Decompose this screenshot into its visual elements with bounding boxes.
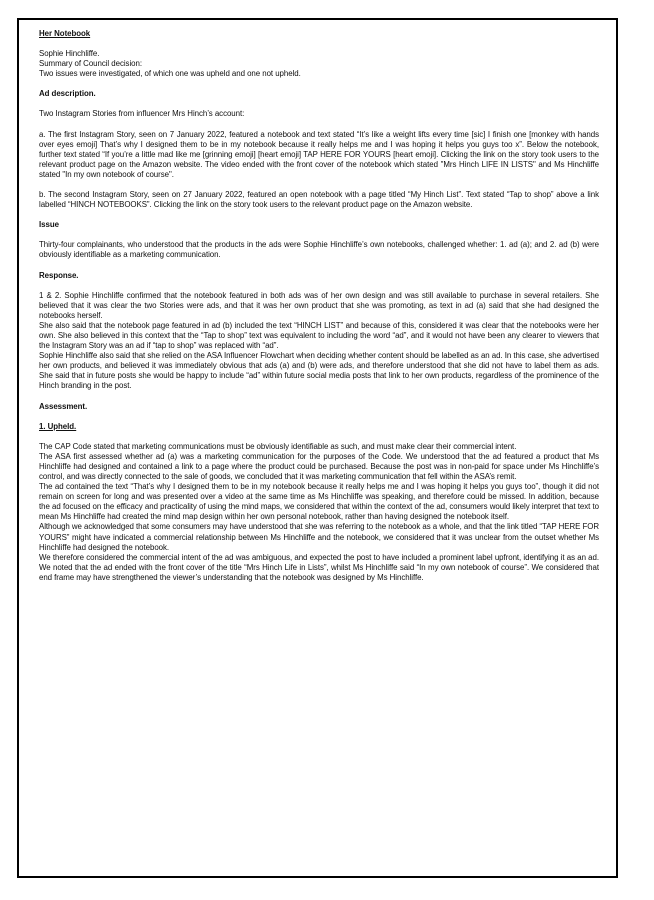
issue-text: Thirty-four complainants, who understood that the products in the ads were Sophie Hinchliffe’s own notebooks, challenged whether: 1. ad (a); and 2. ad (b) were obviously identifiable as a marketing communication. bbox=[39, 240, 599, 260]
document-title: Her Notebook bbox=[39, 29, 91, 38]
response-paragraph-1: 1 & 2. Sophie Hinchliffe confirmed that the notebook featured in both ads was of her own design and was still available to purchase in several retailers. She believed that it was clear the two Stories were ads, and that it was her own product that she was promoting, as text in ad (a) said that she had designed the notebooks herself. bbox=[39, 290, 599, 320]
assessment-paragraph-1: The CAP Code stated that marketing communications must be obviously identifiable as such, and must make clear their commercial intent. bbox=[39, 441, 517, 451]
response-heading: Response. bbox=[39, 270, 79, 280]
document-page bbox=[17, 18, 618, 878]
ad-description-lead: Two Instagram Stories from influencer Mrs Hinch’s account: bbox=[39, 109, 245, 119]
issue-heading: Issue bbox=[39, 220, 59, 230]
ad-description-item-b: b. The second Instagram Story, seen on 27 January 2022, featured an open notebook with a page titled “My Hinch List”. Text stated “Tap to shop” above a link labelled “HINCH NOTEBOOKS”. Clicking the link on the story took users to the relevant product page on the Amazon website. bbox=[39, 190, 599, 210]
document-content bbox=[39, 29, 599, 583]
assessment-heading: Assessment. bbox=[39, 401, 88, 411]
response-paragraph-2: She also said that the notebook page featured in ad (b) included the text “HINCH LIST” and because of this, considered it was clear that the notebooks were her own. She also believed in this context that the “Tap to shop” text was equivalent to including the word “ad”, and it would not have been any clearer to viewers that the Instagram Story was an ad if “tap to shop” was replaced with “ad”. bbox=[39, 320, 599, 351]
assessment-paragraph-4: Although we acknowledged that some consumers may have understood that she was referring to the notebook as a whole, and that the link titled “TAP HERE FOR YOURS” might have indicated a commercial relationship between Ms Hinchliffe and the notebook, we considered that it was unclear from the outset whether Ms Hinchliffe had designed the notebook. bbox=[39, 522, 600, 552]
ad-description-item-a: a. The first Instagram Story, seen on 7 January 2022, featured a notebook and text stated “It’s like a weight lifts every time [sic] I finish one [monkey with hands over eyes emoji] That’s why I designed them to be in my notebook because it really helps me and I was hoping it helps you guys too x”. Below the notebook, further text stated “If you’re a little mad like me [grinning emoji] [heart emoji] TAP HERE FOR YOURS [heart emoji]. Clicking the link on the story took users to the relevant product page on the Amazon website. The video ended with the front cover of the notebook which stated "Mrs Hinch LIFE IN LISTS" and Ms Hinchliffe stated "In my own notebook of course". bbox=[39, 129, 599, 179]
ad-description-heading: Ad description. bbox=[39, 89, 96, 99]
intro-line-summary: Summary of Council decision: bbox=[39, 59, 142, 69]
intro-line-issues: Two issues were investigated, of which one was upheld and one not upheld. bbox=[39, 69, 301, 79]
assessment-paragraph-5: We therefore considered the commercial intent of the ad was ambiguous, and expected the post to have included a prominent label upfront, identifying it as an ad. We noted that the ad ended with the front cover of the title “Mrs Hinch Life in Lists”, whilst Ms Hinchliffe said “In my own notebook of course”. We considered that end frame may have strengthened the viewer’s understanding that the notebook was designed by Ms Hinchliffe. bbox=[39, 552, 599, 582]
intro-line-name: Sophie Hinchliffe. bbox=[39, 49, 100, 59]
assessment-paragraph-2: The ASA first assessed whether ad (a) was a marketing communication for the purposes of the Code. We understood that the ad featured a product that Ms Hinchliffe had designed and contained a link to a page where the product could be purchased. Because the post was in non-paid for space under Ms Hinchliffe’s control, and was directly connected to the sale of goods, we concluded that it was marketing communication that fell within the ASA’s remit. bbox=[39, 451, 599, 481]
assessment-paragraph-3: The ad contained the text “That’s why I designed them to be in my notebook because it really helps me and I was hoping it helps you guys too”, though it did not remain on screen for long and was presented over a video at the same time as Ms Hinchliffe was speaking, and therefore could be missed. In addition, because the ad focused on the efficacy and practicality of using the mind maps, we considered that within the context of the ad, consumers would likely interpret that text to mean Ms Hinchliffe had created the mind map design within her own personal notebook, rather than having designed the notebook itself. bbox=[39, 482, 599, 522]
assessment-upheld-heading: 1. Upheld. bbox=[39, 421, 77, 431]
response-paragraph-3: Sophie Hinchliffe also said that she relied on the ASA Influencer Flowchart when deciding whether content should be labelled as an ad. In this case, she advertised her own products, and believed it was immediately obvious that ads (a) and (b) were ads, and therefore understood that she did not have to label them as ads. She said that in future posts she would be happy to include “ad” within future social media posts that link to her own products, regardless of the prominence of the Hinch branding in the post. bbox=[39, 351, 599, 391]
